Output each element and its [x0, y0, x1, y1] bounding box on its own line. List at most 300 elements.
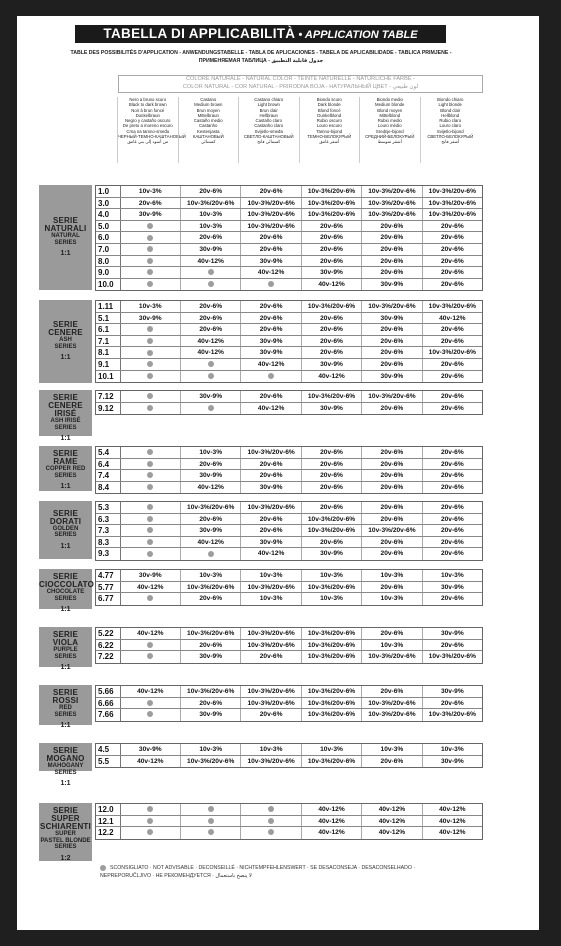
mixing-ratio: 1:1 [60, 722, 71, 729]
series-english-name: SERIES [54, 769, 77, 776]
developer-volume-cell: 40v-12% [121, 756, 181, 768]
developer-volume-cell: 30v-9% [241, 347, 301, 358]
series-english-name: SERIES [54, 653, 77, 660]
developer-volume-cell: 30v-9% [181, 470, 241, 481]
series-name: SERIE [52, 572, 78, 581]
series-name: SERIE [52, 508, 78, 518]
not-advisable-dot-icon [208, 269, 214, 275]
shade-code: 6.3 [96, 514, 121, 525]
not-advisable-dot-icon [147, 373, 153, 379]
developer-volume-cell: 30v-9% [362, 313, 422, 324]
shade-code: 7.1 [96, 336, 121, 347]
shade-code: 3.0 [96, 198, 121, 209]
series-english-name: SERIES [54, 844, 77, 850]
shade-name-line: Rubio claro [439, 118, 462, 124]
developer-volume-cell: 20v-6% [362, 221, 422, 232]
developer-volume-cell: 20v-6% [440, 269, 464, 277]
table-row [96, 514, 482, 526]
not-advisable-dot-icon [147, 504, 153, 510]
series-label-super [39, 803, 92, 861]
shade-name-line: Rubio oscuro [316, 118, 342, 124]
not-advisable-cell [121, 256, 181, 267]
shade-column-header [117, 97, 186, 163]
not-advisable-dot-icon [147, 223, 153, 229]
shade-name-line: Louro médio [377, 123, 402, 129]
developer-volume-cell: 20v-6% [362, 459, 422, 470]
shade-name-line: Hellbraun [259, 112, 278, 118]
developer-volume-cell: 10v-3%/20v-6% [181, 756, 241, 768]
developer-volume-cell: 40v-12% [362, 816, 422, 827]
developer-volume-cell: 10v-3% [181, 570, 241, 581]
table-row [96, 347, 482, 359]
developer-volume-cell: 10v-3% [121, 186, 181, 197]
not-advisable-dot-icon [147, 281, 153, 287]
developer-volume-cell: 40v-12% [241, 359, 301, 370]
series-rows-rame [95, 446, 483, 494]
series-english-name: PURPLE [53, 647, 78, 653]
shade-name-line: Castano [200, 97, 217, 102]
series-english-name: SERIES [54, 424, 77, 431]
shade-code: 8.3 [96, 537, 121, 548]
developer-volume-cell: 40v-12% [439, 314, 466, 322]
shade-code: 12.2 [96, 827, 121, 839]
series-rows-viola [95, 627, 483, 664]
developer-volume-cell: 10v-3% [181, 209, 241, 220]
series-name: SERIE [52, 216, 78, 225]
developer-volume-cell: 30v-9% [440, 583, 464, 591]
series-rows-naturali [95, 185, 483, 291]
developer-volume-cell: 20v-6% [302, 221, 362, 232]
developer-volume-cell: 20v-6% [302, 482, 362, 494]
shade-code: 5.5 [96, 756, 121, 768]
developer-volume-cell: 20v-6% [241, 651, 301, 663]
series-name: CENERE [48, 401, 83, 410]
not-advisable-dot-icon [147, 539, 153, 545]
developer-volume-cell: 10v-3%/20v-6% [241, 686, 301, 697]
series-english-name: ASH IRISÉ [50, 418, 81, 424]
shade-code: 8.1 [96, 347, 121, 358]
not-advisable-cell [241, 279, 301, 291]
developer-volume-cell: 40v-12% [362, 827, 422, 839]
series-english-name: PASTEL BLONDE [40, 837, 91, 844]
shade-name-line: СРЕДНИЙ-БЕЛОКУРЫЙ [365, 134, 415, 140]
table-row [96, 686, 482, 698]
natural-color-header-line-1: COLORE NATURALE - NATURAL COLOR - TEINTE NATURELLE - NATÜRLICHE FARBE - [186, 76, 415, 82]
developer-volume-cell: 20v-6% [362, 256, 422, 267]
shade-code: 6.77 [96, 593, 121, 605]
shade-code: 7.66 [96, 709, 121, 721]
not-advisable-dot-icon [147, 653, 153, 659]
shade-name-line: Srednje-bijond [375, 128, 404, 134]
title-english: APPLICATION TABLE [304, 29, 418, 41]
shade-column-header [178, 97, 239, 163]
shade-name-line: ЧЕРНЫЙ-ТЕМНО-КАШТАНОВЫЙ [118, 134, 186, 140]
series-rows-cenere [95, 300, 483, 383]
not-advisable-cell [121, 459, 181, 470]
not-advisable-dot-icon [147, 246, 153, 252]
shade-code: 12.0 [96, 804, 121, 815]
developer-volume-cell: 20v-6% [241, 324, 301, 335]
shade-name-line: Castanho [199, 123, 218, 129]
developer-volume-cell: 20v-6% [440, 515, 464, 523]
shade-name-line: Tamno-bijond [316, 128, 343, 134]
series-english-name: MAHOGANY [47, 763, 84, 769]
developer-volume-cell: 20v-6% [362, 267, 422, 278]
series-label-viola [39, 627, 92, 671]
shade-name-line: أشقر فاتح [441, 139, 460, 145]
not-advisable-cell [241, 827, 301, 839]
developer-volume-cell: 20v-6% [362, 502, 422, 513]
developer-volume-cell: 10v-3%/20v-6% [302, 686, 362, 697]
developer-volume-cell: 20v-6% [302, 347, 362, 358]
shade-name-line: Louro claro [439, 123, 461, 129]
developer-volume-cell: 10v-3% [241, 593, 301, 605]
developer-volume-cell: 20v-6% [362, 336, 422, 347]
shade-column-header [420, 97, 481, 163]
shade-name-line: СВЕТЛО-КАШТАНОВЫЙ [243, 134, 294, 140]
developer-volume-cell: 20v-6% [440, 337, 464, 345]
developer-volume-cell: 20v-6% [241, 391, 301, 402]
shade-code: 7.12 [96, 391, 121, 402]
developer-volume-cell: 20v-6% [181, 640, 241, 651]
series-english-name: SERIES [54, 595, 77, 602]
developer-volume-cell: 30v-9% [181, 709, 241, 721]
developer-volume-cell: 10v-3%/20v-6% [428, 349, 476, 357]
developer-volume-cell: 20v-6% [241, 470, 301, 481]
shade-name-line: Kestenjasta [197, 128, 220, 134]
developer-volume-cell: 40v-12% [241, 403, 301, 415]
developer-volume-cell: 10v-3% [302, 744, 362, 755]
not-advisable-cell [121, 391, 181, 402]
not-advisable-dot-icon [147, 700, 153, 706]
developer-volume-cell: 10v-3%/20v-6% [241, 756, 301, 768]
series-english-name: COPPER RED [45, 466, 86, 472]
developer-volume-cell: 30v-9% [440, 630, 464, 637]
developer-volume-cell: 10v-3%/20v-6% [241, 640, 301, 651]
developer-volume-cell: 30v-9% [181, 525, 241, 536]
developer-volume-cell: 10v-3%/20v-6% [302, 514, 362, 525]
not-advisable-dot-icon [268, 373, 274, 379]
not-advisable-dot-icon [147, 829, 153, 835]
not-advisable-dot-icon [147, 258, 153, 264]
developer-volume-cell: 10v-3%/20v-6% [302, 301, 362, 312]
series-english-name: SUPER [55, 831, 76, 837]
shade-name-line: Blond moyen [377, 107, 403, 113]
developer-volume-cell: 10v-3%/20v-6% [428, 653, 476, 661]
developer-volume-cell: 20v-6% [362, 359, 422, 370]
developer-volume-cell: 40v-12% [121, 582, 181, 593]
series-name: CIOCCOLATO [39, 580, 95, 589]
not-advisable-dot-icon [208, 281, 214, 287]
shade-code: 5.66 [96, 686, 121, 697]
natural-color-header [118, 75, 483, 93]
shade-name-line: Blond clair [440, 107, 461, 113]
legend [100, 864, 480, 880]
not-advisable-dot-icon [208, 405, 214, 411]
not-advisable-cell [121, 232, 181, 243]
developer-volume-cell: 20v-6% [302, 256, 362, 267]
shade-code: 4.5 [96, 744, 121, 755]
developer-volume-cell: 20v-6% [302, 537, 362, 548]
developer-volume-cell: 20v-6% [440, 483, 464, 491]
developer-volume-cell: 30v-9% [181, 651, 241, 663]
shade-code: 6.66 [96, 698, 121, 709]
not-advisable-dot-icon [147, 393, 153, 399]
series-english-name: ASH [59, 337, 72, 343]
series-name: IRISÉ [54, 409, 77, 418]
not-advisable-dot-icon [147, 527, 153, 533]
shade-name-line: كستنائي [200, 139, 216, 145]
table-row [96, 482, 482, 494]
not-advisable-cell [121, 548, 181, 560]
developer-volume-cell: 20v-6% [181, 593, 241, 605]
table-row [96, 628, 482, 640]
series-label-cenere-irise [39, 390, 92, 442]
shade-name-line: Black to dark brown [128, 102, 167, 108]
series-name: SERIE [52, 688, 78, 697]
shade-name-line: Castaño medio [193, 118, 223, 124]
developer-volume-cell: 30v-9% [121, 313, 181, 324]
shade-column-header [238, 97, 299, 163]
developer-volume-cell: 20v-6% [181, 313, 241, 324]
shade-name-line: Castano chiaro [254, 97, 284, 102]
shade-name-line: СВЕТЛО-БЕЛОКУРЫЙ [427, 134, 474, 140]
developer-volume-cell: 10v-3%/20v-6% [302, 640, 362, 651]
developer-volume-cell: 10v-3%/20v-6% [362, 651, 422, 663]
shade-column-header [299, 97, 360, 163]
shade-code: 7.22 [96, 651, 121, 663]
not-advisable-cell [121, 267, 181, 278]
developer-volume-cell: 20v-6% [362, 482, 422, 494]
developer-volume-cell: 10v-3%/20v-6% [241, 698, 301, 709]
developer-volume-cell: 20v-6% [181, 301, 241, 312]
developer-volume-cell: 20v-6% [362, 403, 422, 415]
not-advisable-cell [181, 548, 241, 560]
not-advisable-cell [121, 371, 181, 383]
developer-volume-cell: 30v-9% [302, 359, 362, 370]
developer-volume-cell: 20v-6% [440, 257, 464, 265]
developer-volume-cell: 10v-3%/20v-6% [428, 199, 476, 207]
shade-name-line: Castaño claro [255, 118, 282, 124]
shade-code: 4.77 [96, 570, 121, 581]
series-english-name: RED [59, 705, 72, 711]
developer-volume-cell: 10v-3%/20v-6% [362, 525, 422, 536]
developer-volume-cell: 30v-9% [181, 244, 241, 255]
developer-volume-cell: 20v-6% [241, 232, 301, 243]
table-row [96, 279, 482, 291]
developer-volume-cell: 20v-6% [181, 324, 241, 335]
developer-volume-cell: 10v-3%/20v-6% [181, 686, 241, 697]
not-advisable-cell [181, 371, 241, 383]
developer-volume-cell: 10v-3%/20v-6% [302, 582, 362, 593]
developer-volume-cell: 10v-3% [181, 221, 241, 232]
developer-volume-cell: 20v-6% [362, 232, 422, 243]
shade-code: 6.1 [96, 324, 121, 335]
developer-volume-cell: 10v-3% [362, 640, 422, 651]
developer-volume-cell: 10v-3%/20v-6% [302, 209, 362, 220]
mixing-ratio: 1:1 [60, 250, 71, 257]
developer-volume-cell: 30v-9% [302, 403, 362, 415]
developer-volume-cell: 30v-9% [440, 757, 464, 765]
not-advisable-cell [181, 403, 241, 415]
shade-code: 6.22 [96, 640, 121, 651]
developer-volume-cell: 20v-6% [440, 449, 464, 456]
developer-volume-cell: 30v-9% [362, 371, 422, 383]
not-advisable-cell [121, 640, 181, 651]
legend-line-2: NEPREPORUČLJIVO · НЕ РЕКОМЕНДУЕТСЯ · لا ينصح باستعمال [100, 873, 252, 879]
shade-name-line: Rubio medio [377, 118, 402, 124]
title-main: TABELLA DI APPLICABILITÀ [103, 26, 296, 41]
not-advisable-dot-icon [147, 711, 153, 717]
table-row [96, 827, 482, 839]
shade-name-line: Medium brown [194, 102, 223, 108]
table-row [96, 267, 482, 279]
developer-volume-cell: 10v-3% [440, 572, 464, 579]
shade-name-line: Hellblond [441, 112, 460, 118]
developer-volume-cell: 10v-3% [440, 746, 464, 753]
not-advisable-dot-icon [100, 865, 106, 871]
mixing-ratio: 1:1 [60, 780, 71, 787]
not-advisable-dot-icon [147, 449, 153, 455]
mixing-ratio: 1:1 [60, 664, 71, 671]
developer-volume-cell: 20v-6% [362, 537, 422, 548]
developer-volume-cell: 20v-6% [302, 447, 362, 458]
developer-volume-cell: 10v-3%/20v-6% [241, 502, 301, 513]
developer-volume-cell: 10v-3% [181, 447, 241, 458]
table-row [96, 548, 482, 560]
developer-volume-cell: 40v-12% [439, 806, 466, 813]
developer-volume-cell: 20v-6% [362, 582, 422, 593]
developer-volume-cell: 30v-9% [362, 279, 422, 291]
developer-volume-cell: 10v-3% [302, 570, 362, 581]
developer-volume-cell: 10v-3% [362, 744, 422, 755]
series-name: ROSSI [52, 696, 79, 705]
developer-volume-cell: 10v-3%/20v-6% [302, 651, 362, 663]
developer-volume-cell: 20v-6% [302, 459, 362, 470]
shade-code: 5.3 [96, 502, 121, 513]
developer-volume-cell: 20v-6% [440, 222, 464, 230]
table-row [96, 651, 482, 663]
developer-volume-cell: 10v-3%/20v-6% [181, 198, 241, 209]
developer-volume-cell: 20v-6% [440, 372, 464, 380]
developer-volume-cell: 10v-3% [362, 593, 422, 605]
series-name: SERIE [52, 449, 78, 458]
not-advisable-dot-icon [147, 235, 153, 241]
developer-volume-cell: 20v-6% [241, 244, 301, 255]
developer-volume-cell: 40v-12% [181, 336, 241, 347]
not-advisable-cell [241, 804, 301, 815]
developer-volume-cell: 10v-3%/20v-6% [362, 698, 422, 709]
developer-volume-cell: 20v-6% [440, 595, 464, 603]
series-name: SERIE [52, 630, 78, 639]
not-advisable-cell [121, 470, 181, 481]
not-advisable-cell [121, 324, 181, 335]
not-advisable-cell [181, 359, 241, 370]
table-row [96, 371, 482, 383]
table-row [96, 470, 482, 482]
not-advisable-cell [121, 221, 181, 232]
not-advisable-cell [121, 593, 181, 605]
developer-volume-cell: 10v-3%/20v-6% [241, 198, 301, 209]
not-advisable-dot-icon [147, 516, 153, 522]
developer-volume-cell: 20v-6% [440, 550, 464, 558]
table-row [96, 804, 482, 816]
not-advisable-cell [241, 816, 301, 827]
developer-volume-cell: 40v-12% [302, 827, 362, 839]
series-english-name: NATURAL [51, 233, 80, 239]
developer-volume-cell: 40v-12% [439, 829, 466, 837]
series-name: CENERE [48, 328, 83, 337]
not-advisable-dot-icon [147, 551, 153, 557]
shade-code: 9.12 [96, 403, 121, 415]
not-advisable-dot-icon [147, 642, 153, 648]
not-advisable-dot-icon [208, 818, 214, 824]
shade-name-line: Biondo medio [376, 97, 403, 102]
developer-volume-cell: 20v-6% [362, 244, 422, 255]
not-advisable-dot-icon [147, 484, 153, 490]
developer-volume-cell: 20v-6% [241, 313, 301, 324]
series-name: SERIE [52, 393, 78, 402]
developer-volume-cell: 40v-12% [121, 628, 181, 639]
developer-volume-cell: 20v-6% [362, 686, 422, 697]
not-advisable-cell [181, 816, 241, 827]
developer-volume-cell: 20v-6% [241, 186, 301, 197]
not-advisable-dot-icon [268, 818, 274, 824]
shade-name-line: أشقر متوسط [377, 139, 402, 145]
developer-volume-cell: 20v-6% [440, 280, 464, 288]
shade-name-line: Nero a bruno scuro [129, 97, 167, 102]
series-name: VIOLA [52, 638, 79, 647]
developer-volume-cell: 20v-6% [440, 641, 464, 649]
developer-volume-cell: 40v-12% [241, 267, 301, 278]
shade-code: 8.0 [96, 256, 121, 267]
table-row [96, 744, 482, 756]
not-advisable-cell [121, 525, 181, 536]
developer-volume-cell: 20v-6% [302, 470, 362, 481]
developer-volume-cell: 10v-3%/20v-6% [302, 525, 362, 536]
shade-name-line: كستنائي فاتح [257, 139, 281, 145]
not-advisable-dot-icon [208, 373, 214, 379]
developer-volume-cell: 20v-6% [181, 232, 241, 243]
table-row [96, 221, 482, 233]
developer-volume-cell: 20v-6% [302, 232, 362, 243]
series-name: MOGANO [46, 754, 85, 763]
not-advisable-dot-icon [147, 818, 153, 824]
developer-volume-cell: 10v-3%/20v-6% [302, 391, 362, 402]
developer-volume-cell: 20v-6% [440, 234, 464, 242]
developer-volume-cell: 10v-3% [362, 570, 422, 581]
shade-name-line: Brun clair [259, 107, 278, 113]
developer-volume-cell: 10v-3% [241, 570, 301, 581]
developer-volume-cell: 10v-3%/20v-6% [428, 303, 476, 310]
developer-volume-cell: 20v-6% [440, 404, 464, 412]
not-advisable-dot-icon [268, 281, 274, 287]
developer-volume-cell: 20v-6% [241, 525, 301, 536]
mixing-ratio: 1:1 [60, 435, 71, 442]
developer-volume-cell: 40v-12% [302, 371, 362, 383]
series-rows-cenere-irise [95, 390, 483, 415]
shade-code: 10.1 [96, 371, 121, 383]
table-row [96, 359, 482, 371]
not-advisable-cell [121, 482, 181, 494]
series-english-name: SERIES [54, 532, 77, 538]
shade-name-line: КАШТАНОВЫЙ [192, 134, 224, 140]
developer-volume-cell: 10v-3%/20v-6% [302, 198, 362, 209]
shade-name-line: ТЕМНО-БЕЛОКУРЫЙ [307, 134, 352, 140]
developer-volume-cell: 20v-6% [181, 514, 241, 525]
shade-name-line: Crna na tamno-smeđu [126, 128, 170, 134]
developer-volume-cell: 30v-9% [241, 336, 301, 347]
